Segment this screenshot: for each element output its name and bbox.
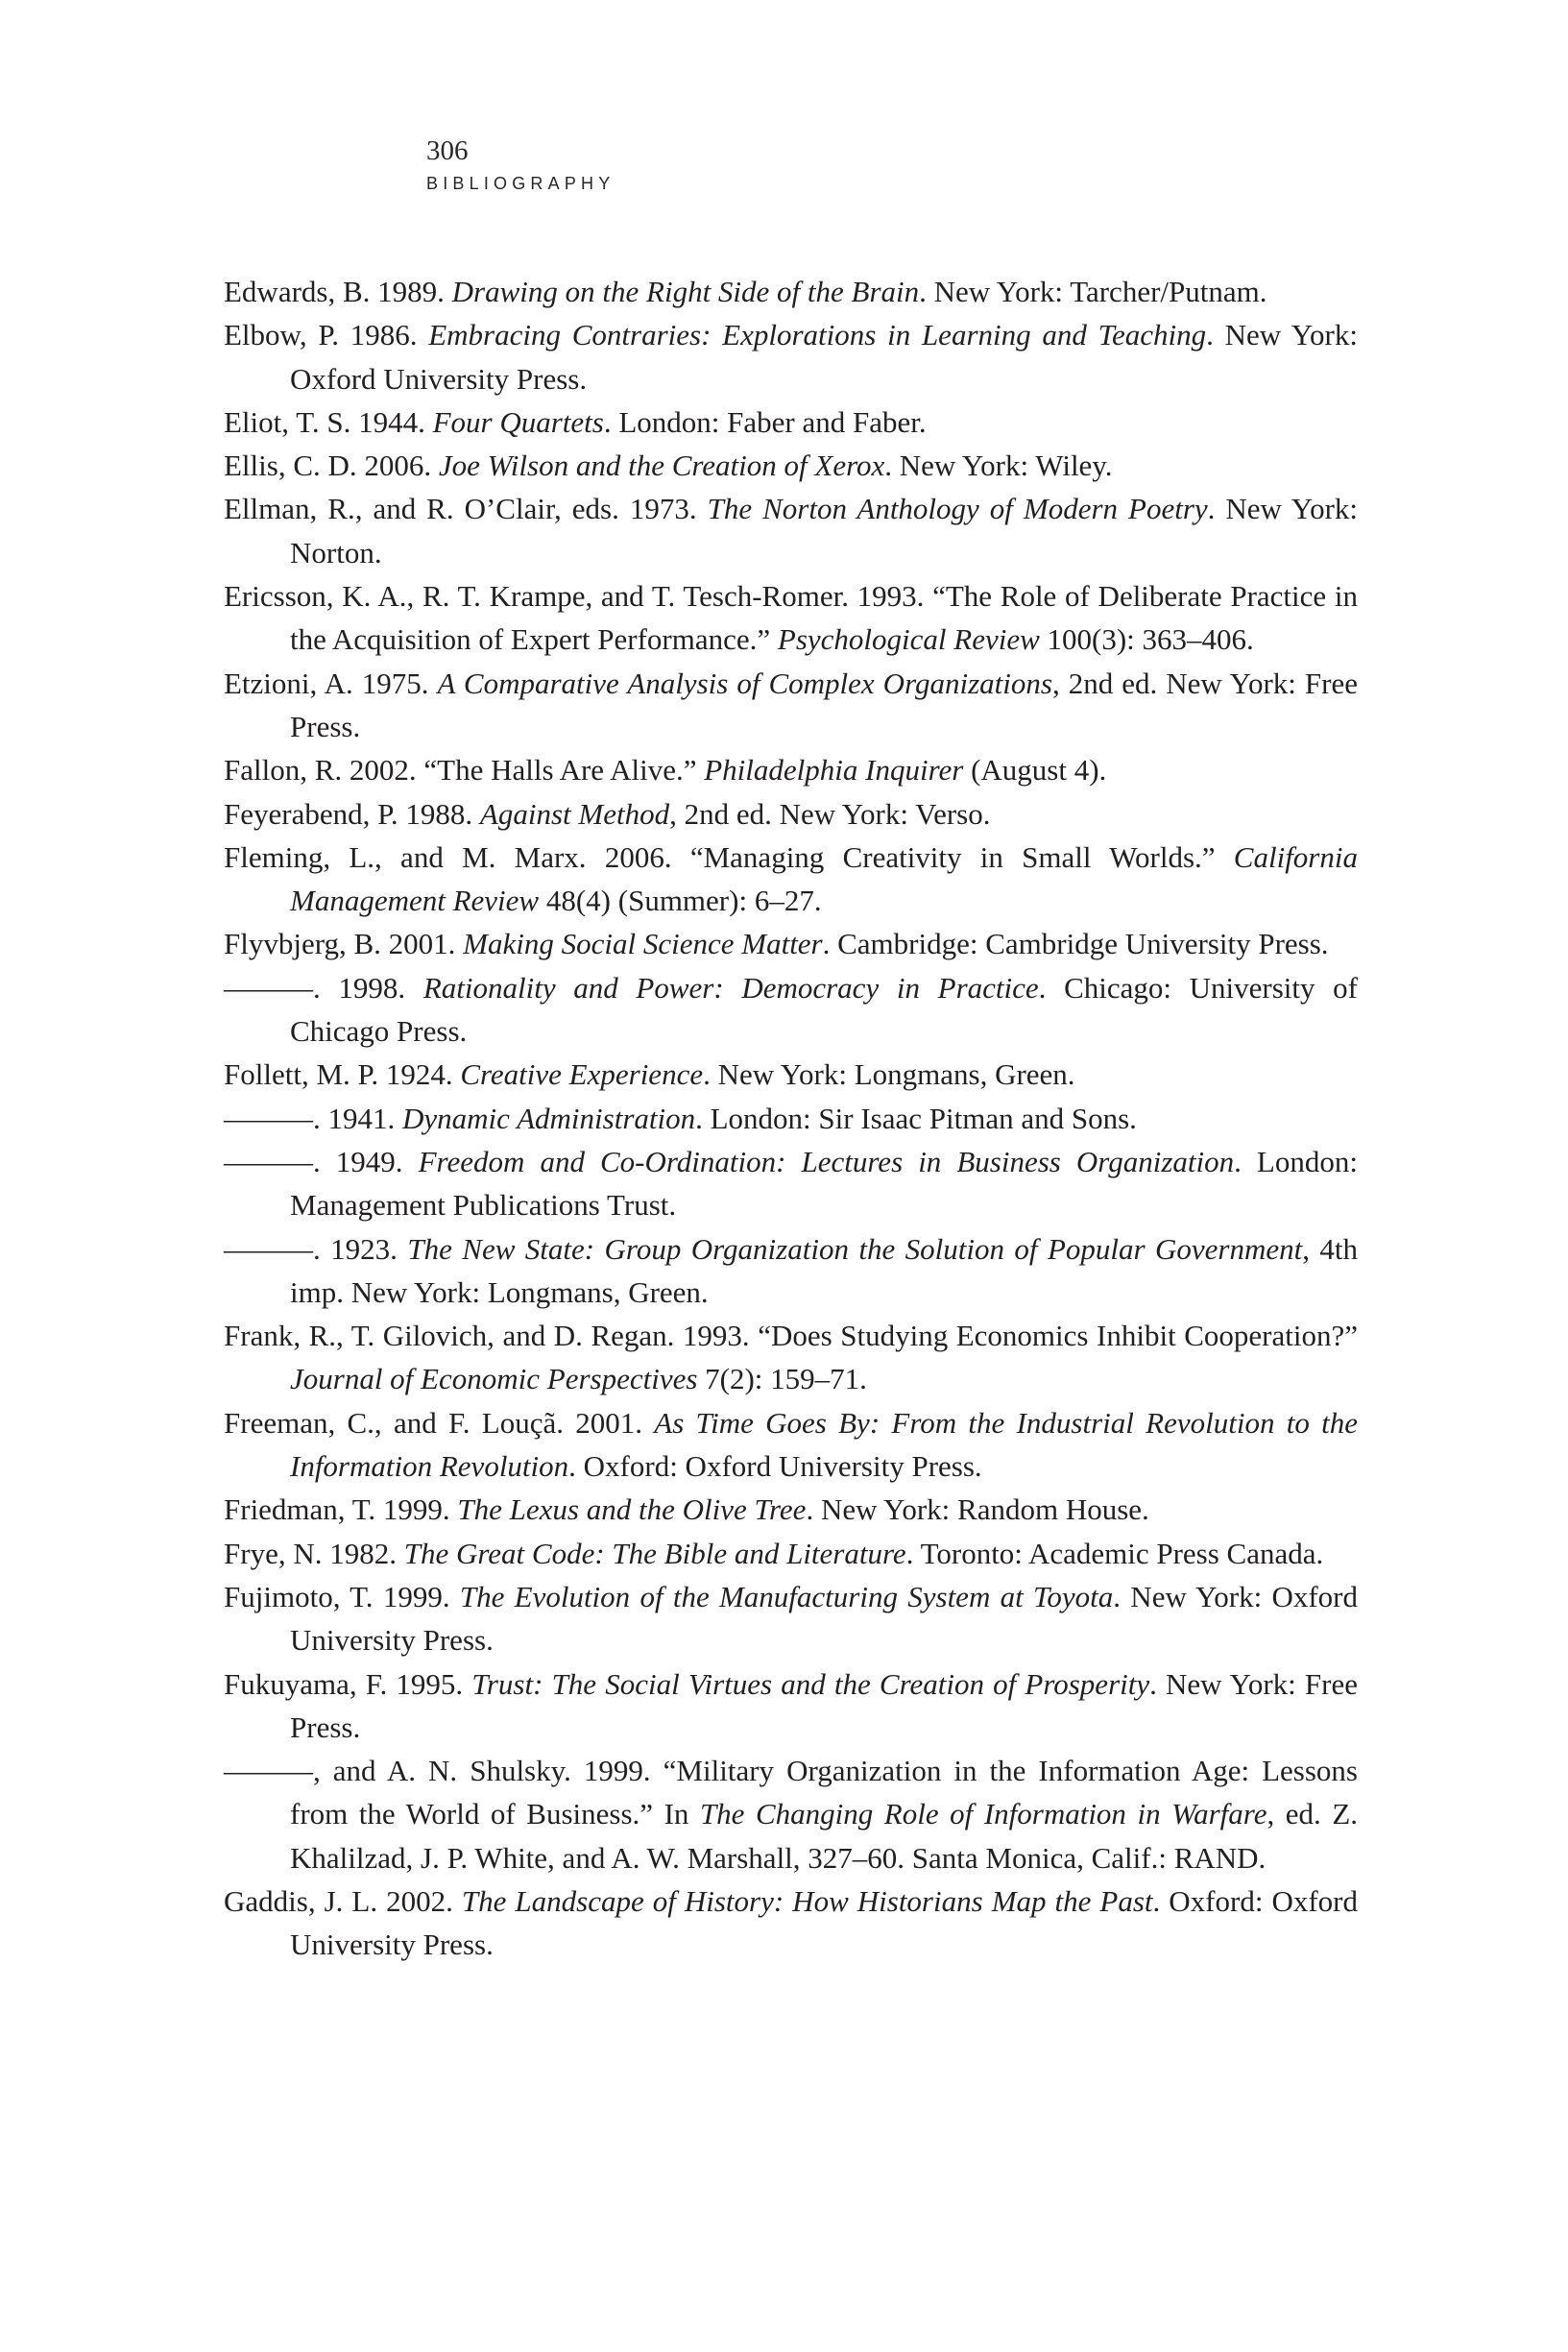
entry-text: Frye, N. 1982.	[224, 1536, 404, 1570]
entry-text: . London: Sir Isaac Pitman and Sons.	[695, 1101, 1137, 1135]
entry-title-italic: Drawing on the Right Side of the Brain	[451, 275, 920, 308]
entry-text: . London: Faber and Faber.	[603, 404, 927, 439]
bibliography-entry	[224, 270, 1358, 313]
entry-title-italic: The New State: Group Organization the Solution of Popular Government	[407, 1231, 1303, 1266]
entry-text: . New York: Free Press.	[290, 1666, 1359, 1744]
entry-text: . Oxford: Oxford University Press.	[568, 1449, 982, 1484]
entry-title-italic: Rationality and Power: Democracy in Practice	[422, 970, 1039, 1005]
entry-text: Fujimoto, T. 1999.	[224, 1579, 460, 1613]
entry-text: . Toronto: Academic Press Canada.	[905, 1536, 1324, 1570]
entry-title-italic: Making Social Science Matter	[463, 927, 823, 961]
entry-text: Edwards, B. 1989.	[224, 275, 452, 308]
entry-text: Ericsson, K. A., R. T. Krampe, and T. Tesch-Romer. 1993. “The Role of Deliberate Practice in the Acquisition of Expert Performance.”	[224, 579, 1358, 657]
page-number: 306	[426, 135, 469, 166]
bibliography-list	[224, 270, 1358, 1967]
entry-title-italic: Against Method	[479, 796, 670, 831]
bibliography-entry	[224, 792, 1358, 836]
entry-text: , 4th imp. New York: Longmans, Green.	[290, 1231, 1359, 1309]
entry-title-italic: Dynamic Administration	[402, 1101, 696, 1135]
entry-title-italic: Psychological Review	[777, 622, 1040, 657]
entry-text: . New York: Random House.	[806, 1492, 1149, 1527]
entry-text: . New York: Oxford University Press.	[290, 1579, 1359, 1658]
entry-text: ———. 1998.	[224, 970, 423, 1005]
bibliography-entry	[224, 313, 1358, 400]
bibliography-entry	[224, 1053, 1358, 1096]
entry-text: . London: Management Publications Trust.	[290, 1144, 1358, 1223]
bibliography-entry	[224, 444, 1358, 487]
entry-title-italic: The Lexus and the Olive Tree	[457, 1492, 807, 1527]
bibliography-entry	[224, 922, 1358, 965]
entry-text: Feyerabend, P. 1988.	[224, 796, 480, 831]
entry-text: Flyvbjerg, B. 2001.	[224, 927, 464, 961]
entry-text: ———. 1941.	[224, 1101, 402, 1135]
bibliography-entry	[224, 1662, 1358, 1750]
entry-text: 100(3): 363–406.	[1039, 622, 1254, 657]
entry-text: Fallon, R. 2002. “The Halls Are Alive.”	[224, 753, 705, 788]
bibliography-entry	[224, 966, 1358, 1054]
bibliography-entry	[224, 1749, 1358, 1879]
entry-text: Freeman, C., and F. Louçã. 2001.	[224, 1405, 655, 1440]
entry-title-italic: Embracing Contraries: Explorations in Learning and Teaching	[428, 318, 1207, 352]
bibliography-entry	[224, 836, 1358, 923]
entry-title-italic: Freedom and Co-Ordination: Lectures in Business Organization	[418, 1144, 1235, 1178]
entry-text: Friedman, T. 1999.	[224, 1492, 458, 1527]
entry-text: . Chicago: University of Chicago Press.	[290, 970, 1359, 1049]
entry-text: , ed. Z. Khalilzad, J. P. White, and A. W. Marshall, 327–60. Santa Monica, Calif.: RAND.	[290, 1797, 1358, 1875]
bibliography-entry	[224, 1488, 1358, 1531]
entry-title-italic: Four Quartets	[432, 404, 604, 439]
bibliography-entry	[224, 1401, 1358, 1489]
entry-text: . New York: Longmans, Green.	[703, 1057, 1075, 1092]
entry-title-italic: The Great Code: The Bible and Literature	[403, 1536, 906, 1570]
bibliography-entry	[224, 1314, 1358, 1401]
section-title: BIBLIOGRAPHY	[426, 174, 615, 193]
running-head	[426, 136, 615, 194]
bibliography-entry	[224, 1575, 1358, 1662]
entry-text: Fukuyama, F. 1995.	[224, 1666, 472, 1701]
entry-text: , 2nd ed. New York: Free Press.	[290, 666, 1359, 743]
entry-text: (August 4).	[963, 753, 1107, 788]
entry-text: . New York: Norton.	[290, 492, 1359, 570]
entry-title-italic: The Evolution of the Manufacturing System at Toyota	[459, 1579, 1114, 1613]
entry-text: Elbow, P. 1986.	[224, 318, 429, 352]
bibliography-entry	[224, 1532, 1358, 1575]
entry-text: Ellis, C. D. 2006.	[224, 449, 439, 483]
bibliography-entry	[224, 574, 1358, 662]
entry-title-italic: Philadelphia Inquirer	[704, 753, 964, 788]
entry-text: ———. 1923.	[224, 1231, 408, 1266]
entry-text: ———. 1949.	[224, 1144, 419, 1178]
entry-title-italic: Journal of Economic Perspectives	[290, 1362, 698, 1396]
entry-text: 7(2): 159–71.	[697, 1362, 867, 1396]
entry-text: 48(4) (Summer): 6–27.	[539, 884, 822, 918]
entry-title-italic: Joe Wilson and the Creation of Xerox	[438, 449, 885, 483]
entry-text: . Cambridge: Cambridge University Press.	[822, 927, 1329, 961]
entry-title-italic: California Management Review	[290, 839, 1358, 918]
bibliography-entry	[224, 1879, 1358, 1967]
entry-title-italic: Trust: The Social Virtues and the Creation of Prosperity	[471, 1666, 1150, 1701]
entry-text: . New York: Wiley.	[884, 449, 1113, 483]
entry-text: Frank, R., T. Gilovich, and D. Regan. 1993. “Does Studying Economics Inhibit Cooperation?”	[224, 1319, 1358, 1353]
entry-text: ———, and A. N. Shulsky. 1999. “Military Organization in the Information Age: Lessons from the World of Business.” In	[224, 1754, 1358, 1831]
entry-text: , 2nd ed. New York: Verso.	[669, 796, 991, 831]
entry-text: Gaddis, J. L. 2002.	[224, 1883, 462, 1918]
bibliography-entry	[224, 1140, 1358, 1227]
entry-text: . New York: Oxford University Press.	[290, 318, 1358, 396]
entry-text: . New York: Tarcher/Putnam.	[919, 275, 1267, 308]
entry-title-italic: Creative Experience	[460, 1057, 704, 1092]
bibliography-entry	[224, 1097, 1358, 1140]
bibliography-entry	[224, 487, 1358, 574]
entry-text: Eliot, T. S. 1944.	[224, 404, 433, 439]
bibliography-entry	[224, 1227, 1358, 1315]
entry-text: Fleming, L., and M. Marx. 2006. “Managing Creativity in Small Worlds.”	[224, 839, 1234, 874]
entry-text: . Oxford: Oxford University Press.	[290, 1883, 1358, 1962]
entry-title-italic: As Time Goes By: From the Industrial Revolution to the Information Revolution	[290, 1405, 1358, 1484]
entry-text: Ellman, R., and R. O’Clair, eds. 1973.	[224, 492, 708, 526]
entry-title-italic: A Comparative Analysis of Complex Organizations	[437, 666, 1052, 700]
entry-title-italic: The Changing Role of Information in Warfare	[699, 1797, 1267, 1831]
entry-text: Etzioni, A. 1975.	[224, 666, 438, 700]
entry-text: Follett, M. P. 1924.	[224, 1057, 461, 1092]
bibliography-entry	[224, 748, 1358, 791]
bibliography-entry	[224, 400, 1358, 444]
bibliography-entry	[224, 662, 1358, 749]
entry-title-italic: The Norton Anthology of Modern Poetry	[707, 492, 1208, 526]
entry-title-italic: The Landscape of History: How Historians Map the Past	[461, 1883, 1153, 1918]
